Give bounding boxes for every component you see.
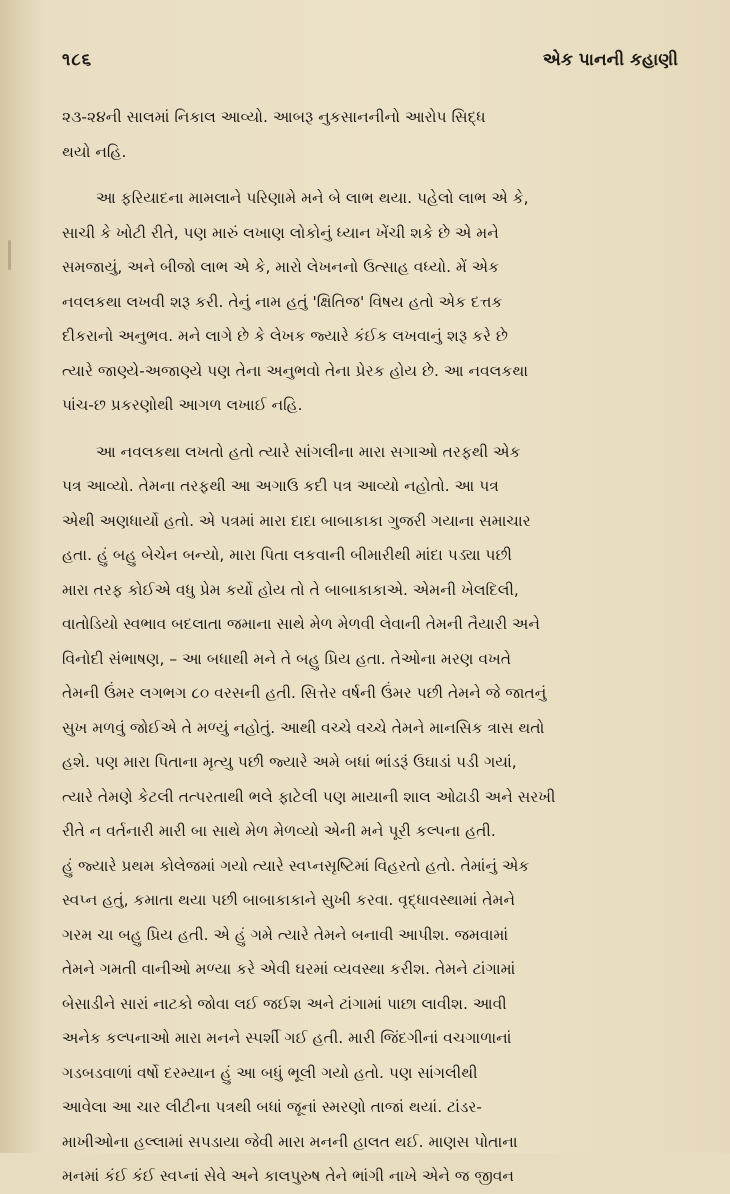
text-line: ગડબડવાળાં વર્ષો દરમ્યાન હું આ બધું ભૂલી ગયો હતો. પણ સાંગલીથી: [62, 1063, 478, 1082]
text-line: હતા. હું બહુ બેચેન બન્યો, મારા પિતા લકવાની બીમારીથી માંદા પડ્યા પછી: [62, 546, 512, 564]
text-line: ગરમ ચા બહુ પ્રિય હતી. એ હું ગમે ત્યારે તેમને બનાવી આપીશ. જમવામાં: [62, 925, 509, 944]
text-line: મનમાં કંઈ કંઈ સ્વપ્નાં સેવે અને કાલપુરુષ તેને ભાંગી નાખે એને જ જીવન: [62, 1167, 514, 1185]
text-line: સ્વપ્ન હતું, કમાતા થયા પછી બાબાકાકાને સુખી કરવા. વૃદ્ધાવસ્થામાં તેમને: [62, 891, 516, 909]
text-line: તેમની ઉંમર લગભગ ૮૦ વરસની હતી. સિત્તેર વર્ષની ઉંમર પછી તેમને જે જાતનું: [62, 684, 547, 702]
page-number: ૧૮૬: [62, 50, 93, 70]
text-line: થયો નહિ.: [62, 142, 127, 161]
text-line: હશે. પણ મારા પિતાના મૃત્યુ પછી જ્યારે અમે બધાં ભાંડરૂં ઉઘાડાં પડી ગયાં,: [62, 753, 517, 771]
text-line: દીકરાનો અનુભવ. મને લાગે છે કે લેખક જ્યારે કંઈક લખવાનું શરૂ કરે છે: [62, 327, 508, 345]
text-line: આ નવલકથા લખતો હતો ત્યારે સાંગલીના મારા સગાઓ તરફથી એક: [96, 442, 521, 461]
text-line: ૨૩-૨૪ની સાલમાં નિકાલ આવ્યો. આબરૂ નુકસાનનીનો આરોપ સિદ્ધ: [62, 108, 486, 126]
text-line: ત્યારે જાણ્યે-અજાણ્યે પણ તેના અનુભવો તેના પ્રેરક હોય છે. આ નવલકથા: [62, 361, 529, 380]
text-line: સમજાયું, અને બીજો લાભ એ કે, મારો લેખનનો ઉત્સાહ વધ્યો. મેં એક: [62, 258, 500, 276]
text-line: અનેક કલ્પનાઓ મારા મનને સ્પર્શી ગઈ હતી. મારી જિંદગીનાં વચગાળાનાં: [62, 1029, 512, 1047]
running-head: [62, 50, 678, 90]
running-title: એક પાનની કહાણી: [542, 50, 678, 70]
text-line: હું જ્યારે પ્રથમ કોલેજમાં ગયો ત્યારે સ્વપ્નસૃષ્ટિમાં વિહરતો હતો. તેમાંનું એક: [62, 856, 530, 875]
text-line: સાચી કે ખોટી રીતે, પણ મારું લખાણ લોકોનું ધ્યાન ખેંચી શકે છે એ મને: [62, 223, 499, 242]
text-line: પત્ર આવ્યો. તેમના તરફથી આ અગાઉ કદી પત્ર આવ્યો નહોતો. આ પત્ર: [62, 477, 499, 495]
text-line: પાંચ-છ પ્રકરણોથી આગળ લખાઈ નહિ.: [62, 396, 303, 414]
text-line: આ ફરિયાદના મામલાને પરિણામે મને બે લાભ થયા. પહેલો લાભ એ કે,: [96, 189, 529, 207]
text-line: એથી અણધાર્યો હતો. એ પત્રમાં મારા દાદા બાબાકાકા ગુજરી ગયાના સમાચાર: [62, 511, 531, 530]
text-line: વિનોદી સંભાષણ, – આ બધાથી મને તે બહુ પ્રિય હતા. તેઓના મરણ વખતે: [62, 649, 511, 668]
paragraph: [62, 100, 678, 169]
paragraph: [62, 435, 678, 1194]
text-line: સુખ મળવું જોઈએ તે મળ્યું નહોતું. આથી વચ્ચે વચ્ચે તેમને માનસિક ત્રાસ થતો: [62, 718, 545, 737]
text-line: ત્યારે તેમણે કેટલી તત્પરતાથી ભલે ફાટેલી પણ માયાની શાલ ઓઢાડી અને સરખી: [62, 787, 556, 806]
text-line: વાતોડિયો સ્વભાવ બદલાતા જમાના સાથે મેળ મેળવી લેવાની તેમની તૈયારી અને: [62, 615, 540, 633]
text-line: માખીઓના હલ્લામાં સપડાયા જેવી મારા મનની હાલત થઈ. માણસ પોતાના: [62, 1132, 518, 1151]
text-line: આવેલા આ ચાર લીટીના પત્રથી બધાં જૂનાં સ્મરણો તાજાં થયાં. ટાંડર-: [62, 1098, 482, 1116]
paragraph: [62, 181, 678, 423]
text-line: નવલકથા લખવી શરૂ કરી. તેનું નામ હતું 'ક્ષિતિજ' વિષય હતો એક દત્તક: [62, 292, 503, 311]
text-line: તેમને ગમતી વાનીઓ મળ્યા કરે એવી ઘરમાં વ્યવસ્થા કરીશ. તેમને ટાંગામાં: [62, 960, 516, 978]
body-text: [62, 100, 678, 1194]
text-line: મારા તરફ કોઈએ વધુ પ્રેમ કર્યો હોય તો તે બાબાકાકાએ. એમની ખેલદિલી,: [62, 580, 519, 599]
text-line: રીતે ન વર્તનારી મારી બા સાથે મેળ મેળવ્યો એની મને પૂરી કલ્પના હતી.: [62, 822, 496, 840]
text-line: બેસાડીને સારાં નાટકો જોવા લઈ જઈશ અને ટાંગામાં પાછા લાવીશ. આવી: [62, 994, 507, 1013]
binding-mark: [8, 240, 11, 270]
